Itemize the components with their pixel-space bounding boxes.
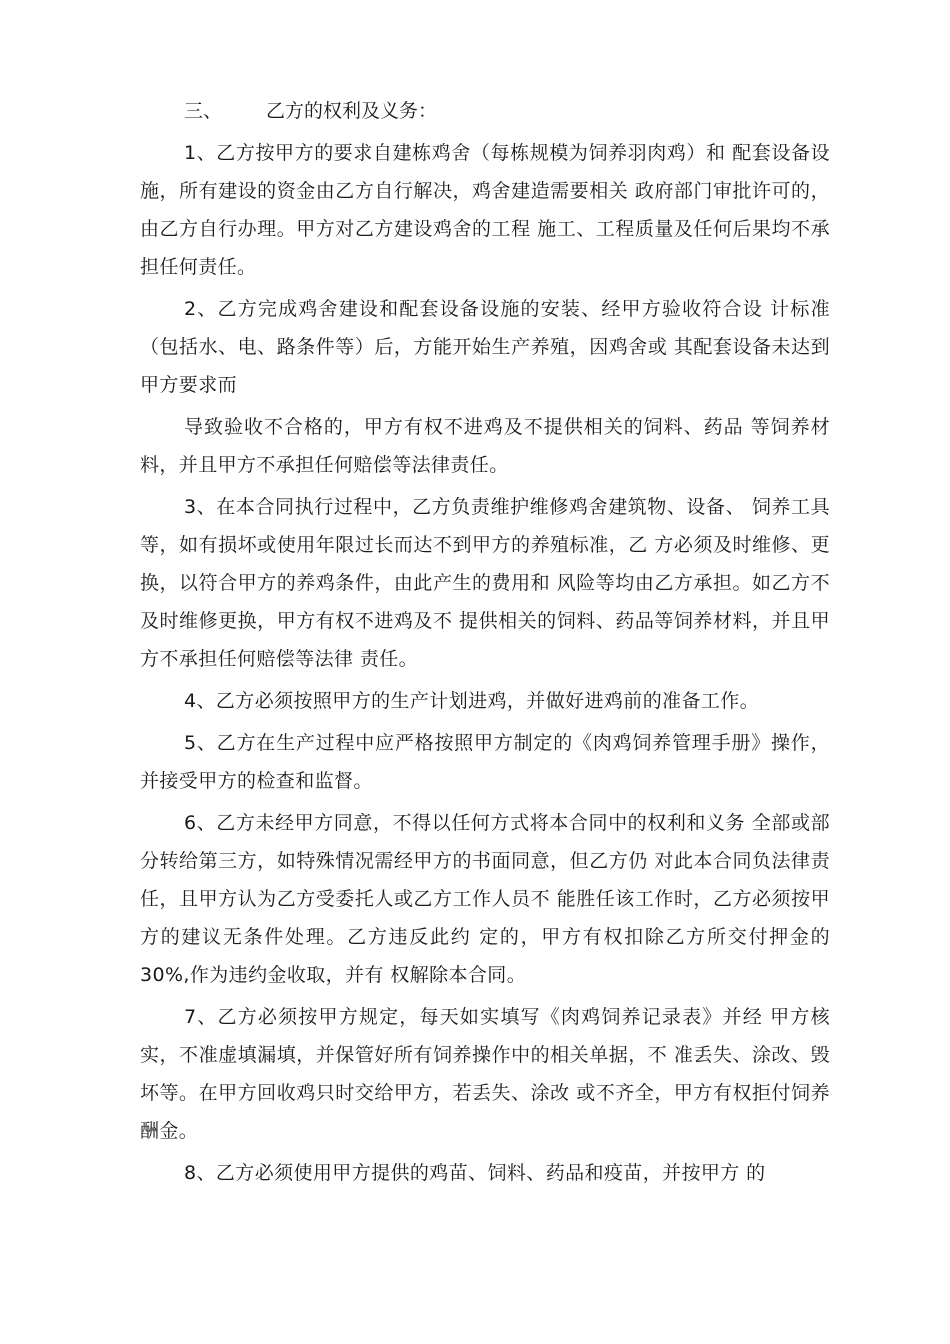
paragraph-2: 2、乙方完成鸡舍建设和配套设备设施的安装、经甲方验收符合设 计标准（包括水、电、路条件等）后，方能开始生产养殖，因鸡舍或 其配套设备未达到甲方要求而 [140, 298, 830, 396]
paragraph-4: 4、乙方必须按照甲方的生产计划进鸡，并做好进鸡前的准备工作。 [184, 690, 760, 712]
paragraph-6: 6、乙方未经甲方同意，不得以任何方式将本合同中的权利和义务 全部或部分转给第三方，如特殊情况需经甲方的书面同意，但乙方仍 对此本合同负法律责任，且甲方认为乙方受委托人或乙方工作人员不 能胜任该工作时，乙方必须按甲方的建议无条件处理。乙方违反此约 定的，甲方有权扣除乙方所交付押金的30%,作为违约金收取，并有 权解除本合同。 [140, 812, 830, 986]
paragraph-5: 5、乙方在生产过程中应严格按照甲方制定的《肉鸡饲养管理手册》操作，并接受甲方的检查和监督。 [140, 732, 830, 792]
paragraph-3: 3、在本合同执行过程中，乙方负责维护维修鸡舍建筑物、设备、 饲养工具等，如有损坏或使用年限过长而达不到甲方的养殖标准，乙 方必须及时维修、更换，以符合甲方的养鸡条件，由此产生的费用和 风险等均由乙方承担。如乙方不及时维修更换，甲方有权不进鸡及不 提供相关的饲料、药品等饲养材料，并且甲方不承担任何赔偿等法律 责任。 [140, 496, 830, 670]
document-page [140, 92, 830, 1196]
paragraph-1: 1、乙方按甲方的要求自建栋鸡舍（每栋规模为饲养羽肉鸡）和 配套设备设施，所有建设的资金由乙方自行解决，鸡舍建造需要相关 政府部门审批许可的，由乙方自行办理。甲方对乙方建设鸡舍的工程 施工、工程质量及任何后果均不承担任何责任。 [140, 142, 830, 278]
paragraph-7: 7、乙方必须按甲方规定，每天如实填写《肉鸡饲养记录表》并经 甲方核实，不准虚填漏填，并保管好所有饲养操作中的相关单据，不 准丢失、涂改、毁坏等。在甲方回收鸡只时交给甲方，若丢失、涂改 或不齐全，甲方有权拒付饲养酬金。 [140, 1006, 830, 1142]
paragraph-2-continued: 导致验收不合格的，甲方有权不进鸡及不提供相关的饲料、药品 等饲养材料，并且甲方不承担任何赔偿等法律责任。 [140, 416, 830, 476]
section-heading [140, 92, 830, 130]
section-title: 乙方的权利及义务： [266, 100, 438, 122]
paragraph-8: 8、乙方必须使用甲方提供的鸡苗、饲料、药品和疫苗，并按甲方 的 [184, 1162, 766, 1184]
section-number: 三、 [184, 100, 223, 122]
